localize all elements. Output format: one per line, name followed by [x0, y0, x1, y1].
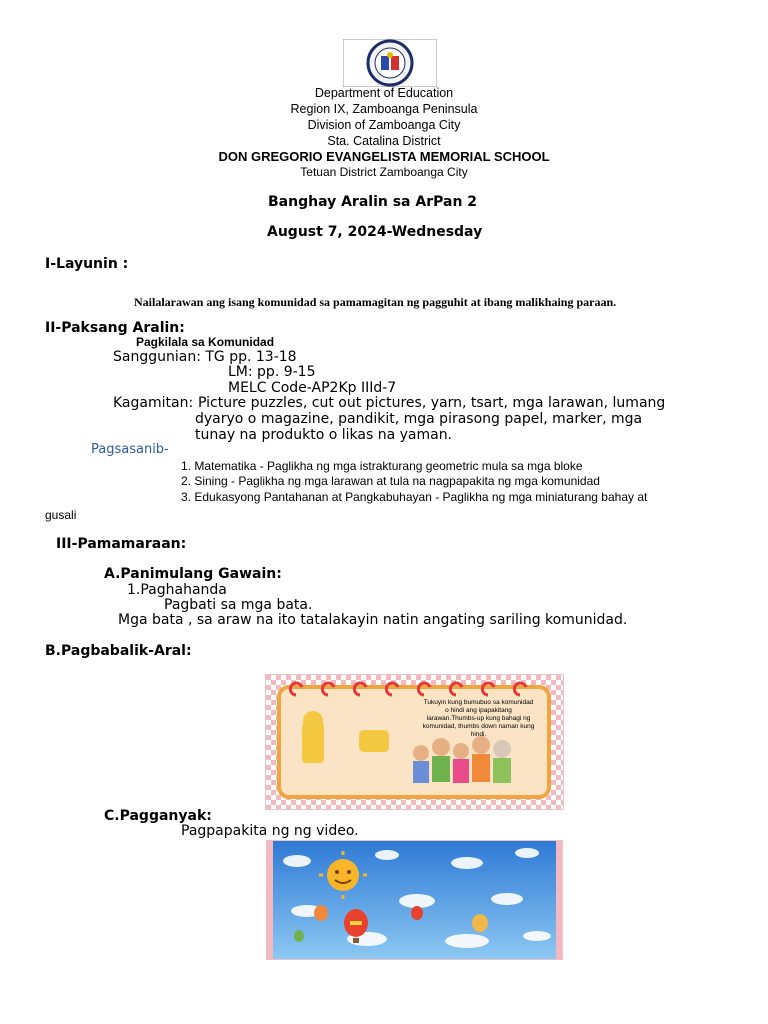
review-activity-image — [265, 674, 564, 810]
header-department: Department of Education — [314, 86, 454, 100]
layunin-heading: I-Layunin : — [45, 256, 129, 272]
integration-item-wrap: gusali — [45, 508, 77, 522]
paghahanda: 1.Paghahanda — [127, 582, 227, 598]
header-region: Region IX, Zamboanga Peninsula — [290, 102, 478, 116]
layunin-text: Nailalarawan ang isang komunidad sa pamamagitan ng pagguhit at ibang malikhaing paraan. — [134, 295, 617, 309]
header-division: Division of Zamboanga City — [307, 118, 461, 132]
pagganyak-text: Pagpapakita ng ng video. — [181, 823, 359, 839]
integration-item: 3. Edukasyong Pantahanan at Pangkabuhayan - Paglikha ng mga miniaturang bahay at — [181, 490, 648, 504]
sanggunian: Sanggunian: TG pp. 13-18 — [113, 349, 297, 365]
pagsasanib-label: Pagsasanib- — [91, 442, 169, 457]
integration-item: 2. Sining - Paglikha ng mga larawan at tula na nagpapakita ng mga komunidad — [181, 474, 600, 488]
panimulang-heading: A.Panimulang Gawain: — [104, 566, 282, 582]
paksang-heading: II-Paksang Aralin: — [45, 320, 185, 336]
pamamaraan-heading: III-Pamamaraan: — [56, 536, 187, 552]
school-address: Tetuan District Zamboanga City — [300, 165, 468, 179]
pagbabalik-heading: B.Pagbabalik-Aral: — [45, 643, 192, 659]
kagamitan-line-2: dyaryo o magazine, pandikit, mga pirasong papel, marker, mga — [195, 411, 643, 427]
header-district: Sta. Catalina District — [327, 134, 441, 148]
paksang-topic: Pagkilala sa Komunidad — [136, 335, 275, 349]
school-name: DON GREGORIO EVANGELISTA MEMORIAL SCHOOL — [218, 149, 550, 164]
intro-statement: Mga bata , sa araw na ito tatalakayin natin angating sariling komunidad. — [118, 612, 628, 628]
review-card-text: Tukuyin kung bumubuo sa komunidad o hindi ang ipapakitang larawan.Thumbs-up kung bahagi ng komunidad, thumbs down naman kung hindi. — [422, 699, 535, 738]
video-thumbnail-image — [266, 840, 563, 960]
pagbati: Pagbati sa mga bata. — [164, 597, 313, 613]
melc-code: MELC Code-AP2Kp IIId-7 — [228, 380, 397, 396]
deped-logo — [343, 39, 437, 87]
integration-item: 1. Matematika - Paglikha ng mga istrakturang geometric mula sa mga bloke — [181, 459, 583, 473]
pagganyak-heading: C.Pagganyak: — [104, 808, 212, 824]
kagamitan-line-3: tunay na produkto o likas na yaman. — [195, 427, 453, 443]
kagamitan-line-1: Picture puzzles, cut out pictures, yarn, tsart, mga larawan, lumang — [198, 395, 666, 411]
lesson-title: Banghay Aralin sa ArPan 2 — [268, 194, 478, 210]
kagamitan-label: Kagamitan: — [113, 395, 194, 411]
lm-pages: LM: pp. 9-15 — [228, 364, 316, 380]
lesson-date: August 7, 2024-Wednesday — [267, 224, 483, 240]
